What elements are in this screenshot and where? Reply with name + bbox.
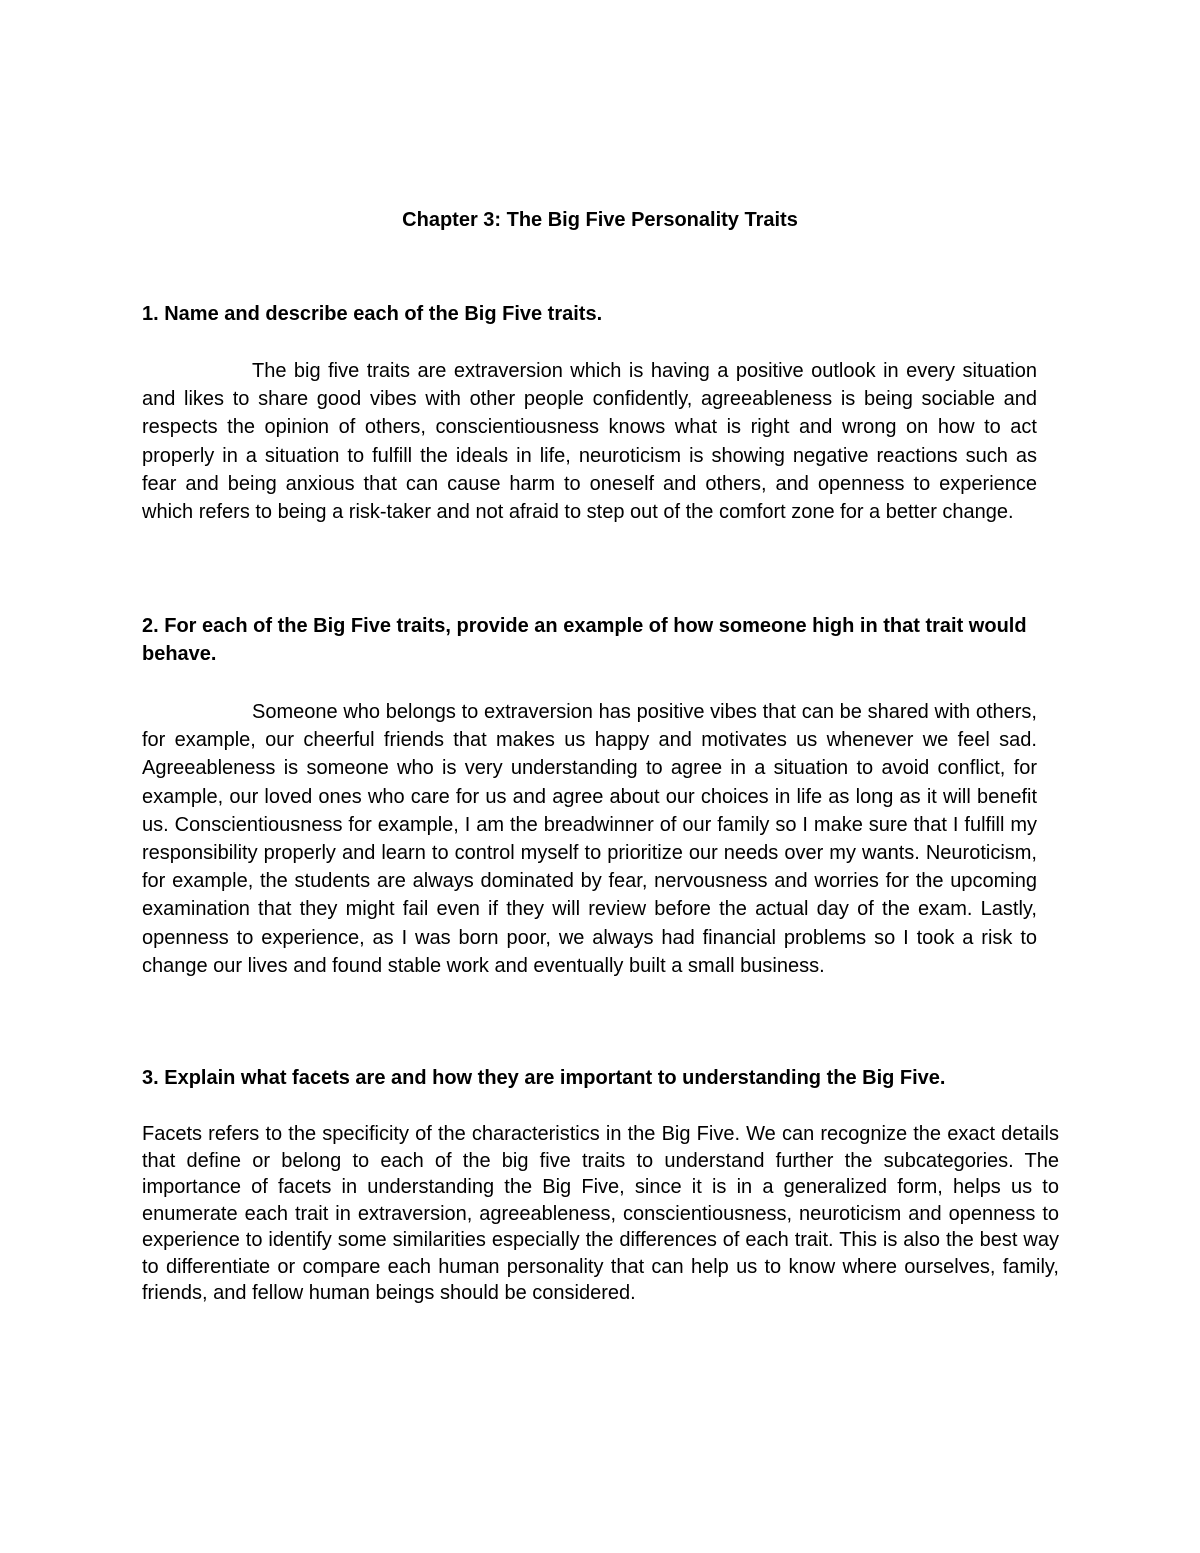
question-1: 1. Name and describe each of the Big Five traits. xyxy=(142,303,603,325)
question-3: 3. Explain what facets are and how they are important to understanding the Big Five. xyxy=(142,1067,946,1089)
answer-1: The big five traits are extraversion which is having a positive outlook in every situation and likes to share good vibes with other people confidently, agreeableness is being sociable and respects the opinion of others, conscientiousness knows what is right and wrong on how to act properly in a situation to fulfill the ideals in life, neuroticism is showing negative reactions such as fear and being anxious that can cause harm to oneself and others, and openness to experience which refers to being a risk-taker and not afraid to step out of the comfort zone for a better change. xyxy=(142,360,1037,524)
answer-3: Facets refers to the specificity of the characteristics in the Big Five. We can recognize the exact details that define or belong to each of the big five traits to understand further the subcategories. The importance of facets in understanding the Big Five, since it is in a generalized form, helps us to enumerate each trait in extraversion, agreeableness, conscientiousness, neuroticism and openness to experience to identify some similarities especially the differences of each trait. This is also the best way to differentiate or compare each human personality that can help us to know where ourselves, family, friends, and fellow human beings should be considered. xyxy=(142,1123,1059,1304)
question-2: 2. For each of the Big Five traits, provide an example of how someone high in that trait would behave. xyxy=(142,615,1027,665)
answer-2: Someone who belongs to extraversion has positive vibes that can be shared with others, for example, our cheerful friends that makes us happy and motivates us whenever we feel sad. Agreeableness is someone who is very understanding to agree in a situation to avoid conflict, for example, our loved ones who care for us and agree about our choices in life as long as it will benefit us. Conscientiousness for example, I am the breadwinner of our family so I make sure that I fulfill my responsibility properly and learn to control myself to prioritize our needs over my wants. Neuroticism, for example, the students are always dominated by fear, nervousness and worries for the upcoming examination that they might fail even if they will review before the actual day of the exam. Lastly, openness to experience, as I was born poor, we always had financial problems so I took a risk to change our lives and found stable work and eventually built a small business. xyxy=(142,701,1037,977)
document-title: Chapter 3: The Big Five Personality Traits xyxy=(402,209,798,231)
